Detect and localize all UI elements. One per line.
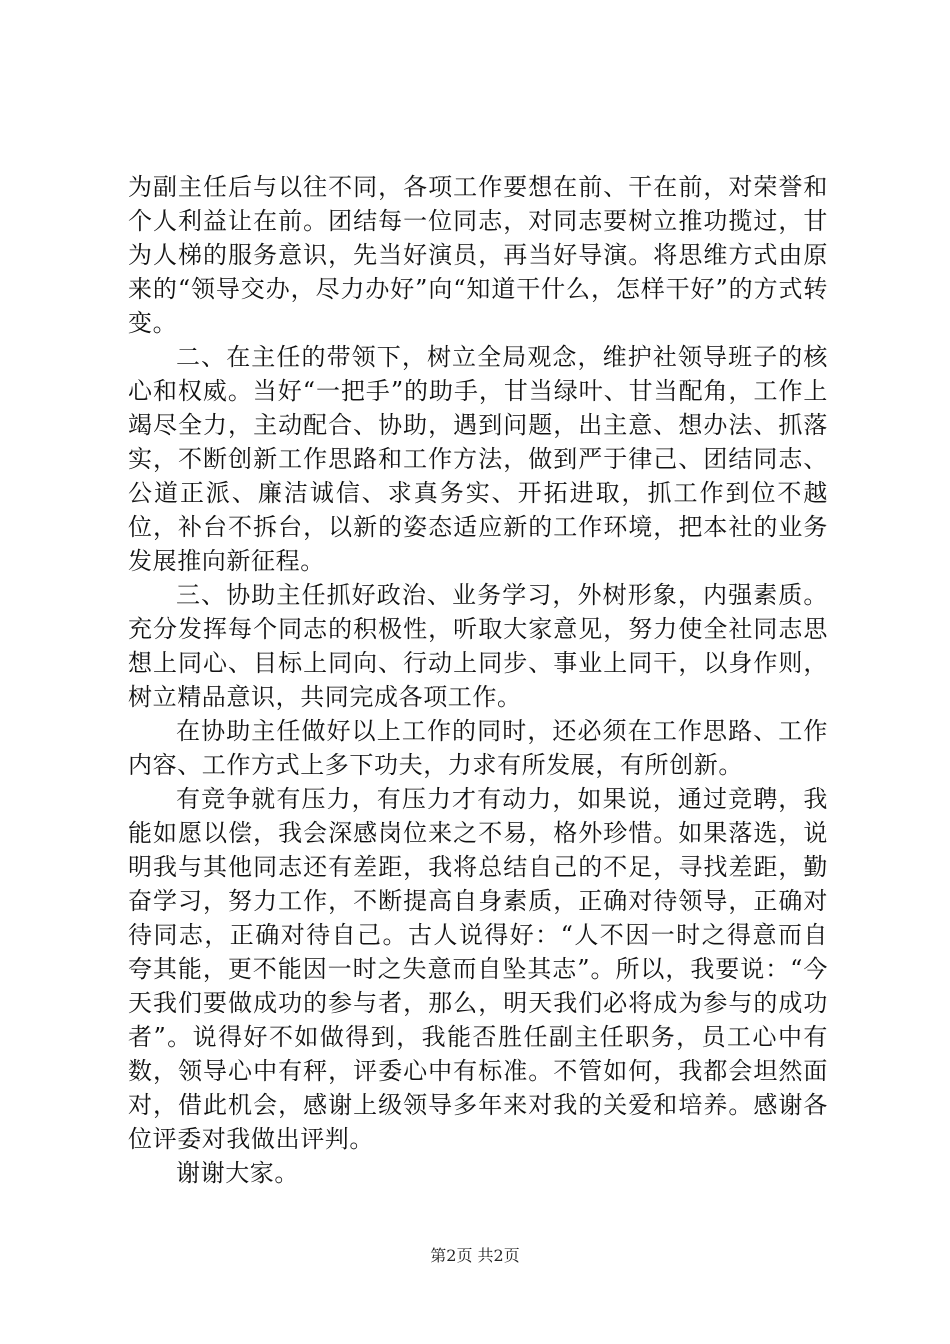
paragraph-thanks: 谢谢大家。 [176, 1159, 299, 1187]
paragraph-competition: 有竞争就有压力，有压力才有动力，如果说，通过竞聘，我能如愿以偿，我会深感岗位来之不易，格外珍惜。如果落选，说明我与其他同志还有差距，我将总结自己的不足，寻找差距，勤奋学习，努力工作，不断提高自身素质，正确对待领导，正确对待同志，正确对待自己。古人说得好：“人不因一时之得意而自夸其能，更不能因一时之失意而自坠其志”。所以，我要说：“今天我们要做成功的参与者，那么，明天我们必将成为参与的成功者”。说得好不如做得到，我能否胜任副主任职务，员工心中有数，领导心中有秤，评委心中有标准。不管如何，我都会坦然面对，借此机会，感谢上级领导多年来对我的关爱和培养。感谢各位评委对我做出评判。 [128, 785, 828, 1153]
paragraph-assist-work: 在协助主任做好以上工作的同时，还必须在工作思路、工作内容、工作方式上多下功夫，力求有所发展，有所创新。 [128, 717, 828, 779]
page-footer: 第2页 共2页 [430, 1246, 520, 1265]
document-body [128, 170, 828, 1190]
paragraph-continuation: 为副主任后与以往不同，各项工作要想在前、干在前，对荣誉和个人利益让在前。团结每一位同志，对同志要树立推功揽过，甘为人梯的服务意识，先当好演员，再当好导演。将思维方式由原来的“领导交办，尽力办好”向“知道干什么，怎样干好”的方式转变。 [128, 173, 828, 337]
paragraph-section-two: 二、在主任的带领下，树立全局观念，维护社领导班子的核心和权威。当好“一把手”的助手，甘当绿叶、甘当配角，工作上竭尽全力，主动配合、协助，遇到问题，出主意、想办法、抓落实，不断创新工作思路和工作方法，做到严于律己、团结同志、公道正派、廉洁诚信、求真务实、开拓进取，抓工作到位不越位，补台不拆台，以新的姿态适应新的工作环境，把本社的业务发展推向新征程。 [128, 343, 828, 575]
paragraph-section-three: 三、协助主任抓好政治、业务学习，外树形象，内强素质。充分发挥每个同志的积极性，听取大家意见，努力使全社同志思想上同心、目标上同向、行动上同步、事业上同干，以身作则，树立精品意识，共同完成各项工作。 [128, 581, 828, 711]
